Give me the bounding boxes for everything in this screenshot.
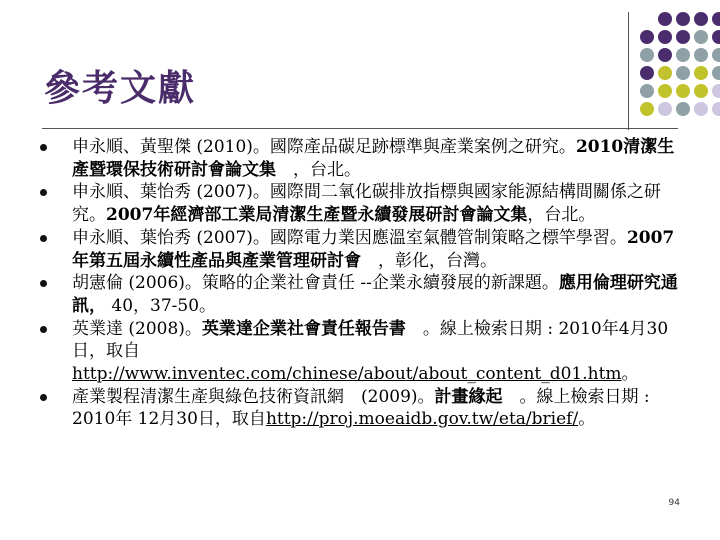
decorative-dot	[712, 102, 720, 116]
reference-item	[40, 181, 678, 226]
decorative-dot	[676, 48, 690, 62]
decorative-dot	[712, 48, 720, 62]
decorative-dot	[658, 30, 672, 44]
decorative-dot	[658, 102, 672, 116]
decorative-dot	[676, 12, 690, 26]
slide-title: 參考文獻	[44, 68, 197, 109]
reference-link[interactable]: http://www.inventec.com/chinese/about/about_content_d01.htm	[72, 364, 622, 385]
reference-text: 英業達 (2008)。	[72, 318, 202, 339]
decorative-dot	[694, 48, 708, 62]
decorative-dot	[712, 66, 720, 80]
reference-source: 應用倫理研究通訊，	[72, 273, 678, 316]
reference-source: 計畫緣起	[434, 386, 503, 407]
decorative-dot	[694, 84, 708, 98]
reference-text: 申永順、葉怡秀 (2007)。國際間二氧化碳排放指標與國家能源結構間關係之研究。	[72, 182, 661, 226]
reference-text: 。	[621, 364, 639, 385]
vertical-divider-line	[628, 12, 629, 130]
reference-source: 2007年經濟部工業局清潔生產暨永續發展研討會論文集	[106, 205, 528, 226]
decorative-dot	[658, 48, 672, 62]
reference-source: 英業達企業社會責任報告書	[201, 318, 406, 339]
decorative-dot	[676, 102, 690, 116]
reference-text: ，彰化，台灣。	[361, 250, 497, 271]
reference-text: 。線上檢索日期 : 2010年4月30日，取自	[72, 318, 669, 362]
reference-item	[40, 386, 678, 431]
reference-text: 。線上檢索日期 : 2010年 12月30日，取自	[72, 386, 650, 430]
reference-item	[40, 272, 678, 317]
reference-text: 40，37-50。	[106, 295, 217, 316]
decorative-dot	[640, 102, 654, 116]
decorative-dot	[694, 102, 708, 116]
decorative-dot	[676, 84, 690, 98]
decorative-dot	[676, 30, 690, 44]
decorative-dot	[712, 30, 720, 44]
horizontal-divider-line	[42, 128, 678, 129]
decorative-dot	[676, 66, 690, 80]
reference-text: 申永順、黃聖傑 (2010)。國際產品碳足跡標準與產業案例之研究。	[72, 137, 576, 157]
reference-text: ，台北。	[276, 159, 361, 180]
page-number: 94	[668, 498, 680, 508]
reference-text: 。	[578, 409, 596, 430]
decorative-dot	[640, 84, 654, 98]
decorative-dot	[658, 66, 672, 80]
decorative-dot	[712, 84, 720, 98]
decorative-dot	[658, 84, 672, 98]
decorative-dot	[640, 48, 654, 62]
decorative-dot	[640, 66, 654, 80]
reference-text: 產業製程清潔生產與綠色技術資訊網 (2009)。	[72, 386, 435, 407]
reference-item	[40, 318, 678, 386]
decorative-dot	[694, 66, 708, 80]
reference-source: 2010清潔生產暨環保技術研討會論文集	[72, 137, 675, 180]
reference-text: ，台北。	[527, 205, 596, 226]
decorative-dot	[640, 30, 654, 44]
decorative-dot	[694, 30, 708, 44]
reference-item	[40, 227, 678, 272]
reference-item	[40, 136, 678, 181]
decorative-dot	[694, 12, 708, 26]
reference-source: 2007年第五屆永續性產品與產業管理研討會	[72, 227, 675, 271]
decorative-dot	[712, 12, 720, 26]
reference-text: 胡憲倫 (2006)。策略的企業社會責任 --企業永續發展的新課題。	[72, 273, 559, 294]
decorative-dot	[658, 12, 672, 26]
reference-list	[40, 136, 678, 431]
reference-link[interactable]: http://proj.moeaidb.gov.tw/eta/brief/	[265, 409, 579, 430]
reference-text: 申永順、葉怡秀 (2007)。國際電力業因應溫室氣體管制策略之標竿學習。	[72, 227, 627, 248]
